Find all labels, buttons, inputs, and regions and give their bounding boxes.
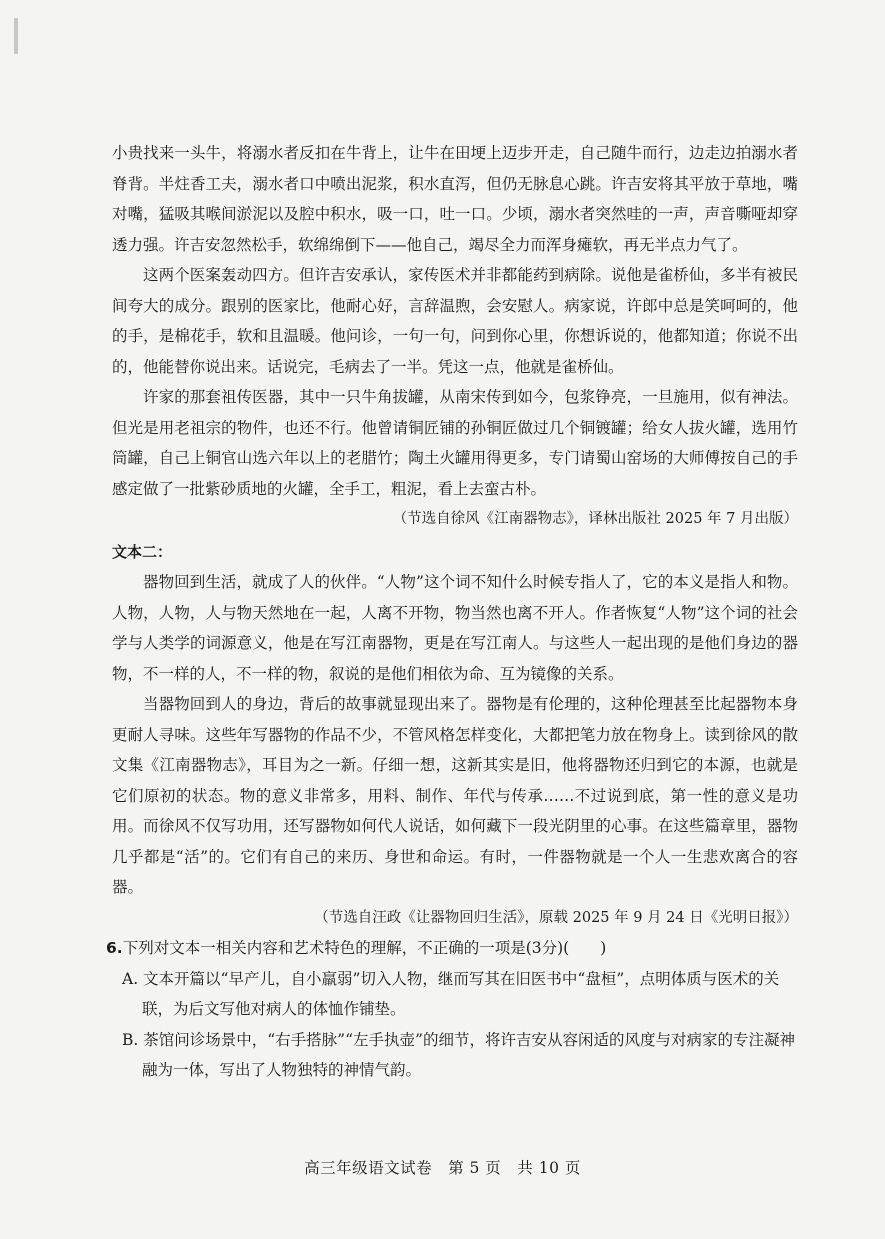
text1-source: （节选自徐风《江南器物志》，译林出版社 2025 年 7 月出版）: [392, 511, 798, 527]
text1-paragraph-2: 这两个医案轰动四方。但许吉安承认，家传医术并非都能药到病除。说他是雀桥仙，多半有被民间夸大的成分。跟别的医家比，他耐心好，言辞温煦，会安慰人。病家说，许郎中总是笑呵呵的，他的手，是棉花手，软和且温暖。他问诊，一句一句，问到你心里，你想诉说的，他都知道；你说不出的，他能替你说出来。话说完，毛病去了一半。凭这一点，他就是雀桥仙。: [112, 266, 798, 376]
text2-paragraph-2: 当器物回到人的身边，背后的故事就显现出来了。器物是有伦理的，这种伦理甚至比起器物本身更耐人寻味。这些年写器物的作品不少，不管风格怎样变化，大都把笔力放在物身上。读到徐风的散文集《江南器物志》，耳目为之一新。仔细一想，这新其实是旧，他将器物还归到它的本源，也就是它们原初的状态。物的意义非常多，用料、制作、年代与传承……不过说到底，第一性的意义是功用。而徐风不仅写功用，还写器物如何代人说话，如何藏下一段光阴里的心事。在这些篇章里，器物几乎都是“活”的。它们有自己的来历、身世和命运。有时，一件器物就是一个人一生悲欢离合的容器。: [112, 695, 798, 896]
question-6: [106, 933, 798, 964]
exam-content: [106, 138, 798, 1086]
text2-heading: 文本二：: [112, 542, 173, 561]
question-stem: 下列对文本一相关内容和艺术特色的理解，不正确的一项是(3分)( ): [122, 939, 607, 957]
option-a[interactable]: A. 文本开篇以“早产儿，自小羸弱”切入人物，继而写其在旧医书中“盘桓”，点明体质与医术的关联，为后文写他对病人的体恤作铺垫。: [122, 969, 780, 1018]
question-number: 6.: [106, 939, 123, 957]
page-footer: 高三年级语文试卷 第 5 页 共 10 页: [304, 1159, 581, 1177]
text1-paragraph-3: 许家的那套祖传医器，其中一只牛角拔罐，从南宋传到如今，包浆铮亮，一旦施用，似有神法。但光是用老祖宗的物件，也还不行。他曾请铜匠铺的孙铜匠做过几个铜镀罐；给女人拔火罐，选用竹筒罐，自己上铜官山选六年以上的老腊竹；陶土火罐用得更多，专门请蜀山窑场的大师傅按自己的手感定做了一批紫砂质地的火罐，全手工，粗泥，看上去蛮古朴。: [112, 388, 798, 498]
text2-paragraph-1: 器物回到生活，就成了人的伙伴。“人物”这个词不知什么时候专指人了，它的本义是指人和物。人物，人物，人与物天然地在一起，人离不开物，物当然也离不开人。作者恢复“人物”这个词的社会学与人类学的词源意义，他是在写江南器物，更是在写江南人。与这些人一起出现的是他们身边的器物，不一样的人，不一样的物，叙说的是他们相依为命、互为镜像的关系。: [112, 573, 798, 683]
text1-paragraph-1: 小贵找来一头牛，将溺水者反扣在牛背上，让牛在田埂上迈步开走，自己随牛而行，边走边拍溺水者脊背。半炷香工夫，溺水者口中喷出泥浆，积水直泻，但仍无脉息心跳。许吉安将其平放于草地，嘴对嘴，猛吸其喉间淤泥以及腔中积水，吸一口，吐一口。少顷，溺水者突然哇的一声，声音嘶哑却穿透力强。许吉安忽然松手，软绵绵倒下——他自己，竭尽全力而浑身瘫软，再无半点力气了。: [112, 144, 798, 254]
text2-source: （节选自汪政《让器物回归生活》，原载 2025 年 9 月 24 日《光明日报》）: [314, 909, 798, 926]
scan-edge-mark: [14, 18, 18, 54]
option-b[interactable]: B. 茶馆问诊场景中，“右手搭脉”“左手执壶”的细节，将许吉安从容闲适的风度与对病家的专注凝神融为一体，写出了人物独特的神情气韵。: [122, 1030, 795, 1079]
